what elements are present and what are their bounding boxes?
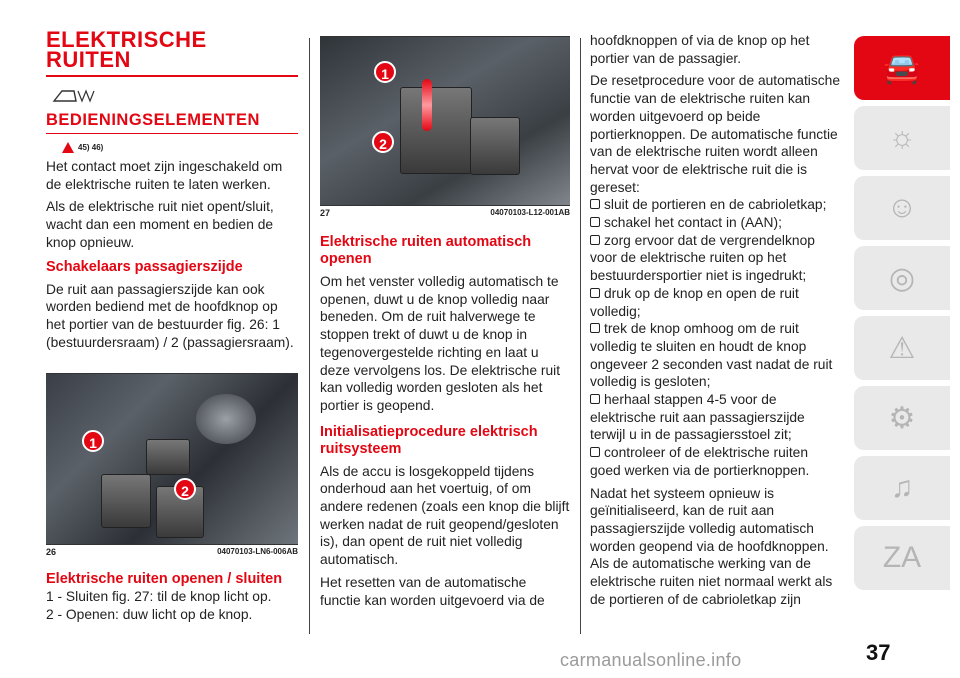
callout-1: 1 (374, 61, 396, 83)
checkbox-bullet-icon (590, 394, 600, 404)
steering-wheel-icon: ◎ (888, 261, 916, 295)
paragraph: Het resetten van de automatische functie kan worden uitgevoerd via de (320, 574, 545, 608)
column-divider (309, 38, 310, 634)
tab-index[interactable] (854, 526, 950, 590)
sub-heading: Schakelaars passagierszijde (46, 258, 243, 275)
checkbox-bullet-icon (590, 288, 600, 298)
list-item: sluit de portieren en de cabrioletkap; (590, 196, 842, 214)
paragraph: De resetprocedure voor de automatische functie van de elektrische ruiten kan worden uitgevoerd op beide portierknoppen. De automatische functie van de elektrische ruiten wordt alleen hervat voor de elektrische ruit die is gereset: (590, 73, 841, 195)
paragraph: Als de accu is losgekoppeld tijdens onderhoud aan het voertuig, of om andere redenen (zoals een knop die blijft werken nadat de ruit geopend/gesloten is), dan opent de ruit niet volledig automatisch. (320, 463, 570, 568)
index-letters-icon: ZA (882, 541, 922, 574)
warning-triangle-icon: ⚠ (888, 331, 916, 365)
callout-1: 1 (82, 430, 104, 452)
chapter-sidebar (854, 36, 950, 596)
title-line-2: RUITEN (46, 47, 131, 72)
tab-driving[interactable] (854, 246, 950, 310)
window-switch-large (400, 87, 472, 174)
heading-rule (46, 133, 298, 134)
figure-26-photo (46, 373, 298, 545)
car-info-icon: 🚘 (883, 51, 921, 85)
figure-number: 26 (46, 547, 57, 558)
figure-code: 04070103-L12-001AB (490, 208, 570, 217)
list-item: schakel het contact in (AAN); (590, 214, 842, 232)
column-3 (590, 0, 842, 609)
checkbox-bullet-icon (590, 217, 600, 227)
multimedia-icon: ♫ (890, 471, 914, 504)
paragraph: Het contact moet zijn ingeschakeld om de elektrische ruiten te laten werken. (46, 159, 283, 192)
list-item: druk op de knop en open de ruit volledig; (590, 285, 799, 319)
warning-triangle-icon (62, 142, 74, 153)
checkbox-bullet-icon (590, 199, 600, 209)
callout-2: 2 (372, 131, 394, 153)
list-item: controleer of de elektrische ruiten goed werken via de portierknoppen. (590, 445, 810, 478)
tab-emergency[interactable] (854, 316, 950, 380)
paragraph: hoofdknoppen of via de knop op het portier van de passagier. (590, 33, 810, 66)
safety-airbag-icon: ☺ (886, 191, 918, 224)
column-divider (580, 38, 581, 634)
sub-heading: Elektrische ruiten automatisch openen (320, 234, 532, 267)
figure-code: 04070103-LN6-006AB (217, 547, 298, 557)
figure-caption (320, 208, 570, 218)
checkbox-bullet-icon (590, 447, 600, 457)
dashboard-lights-icon: ☼ (888, 121, 916, 154)
tab-multimedia[interactable] (854, 456, 950, 520)
list-item: trek de knop omhoog om de ruit volledig te sluiten en houdt de knop ongeveer 2 seconden vast nadat de ruit volledig is gesloten; (590, 321, 833, 390)
callout-2: 2 (174, 478, 196, 500)
figure-27-photo (320, 36, 570, 206)
sub-heading: Initialisatieprocedure elektrisch ruitsysteem (320, 423, 538, 457)
mirror-control-knob (196, 394, 256, 444)
tab-maintenance[interactable] (854, 386, 950, 450)
warning-reference (62, 142, 298, 153)
column-2 (320, 0, 570, 609)
paragraph: Om het venster volledig automatisch te openen, duwt u de knop volledig naar beneden. Om de ruit halverwege te stoppen trekt of duwt u de knop in tegenovergestelde richting en laat u deze vervolgens los. De elektrische ruit kan volledig worden gesloten als het portier is geopend. (320, 274, 561, 413)
section-title (46, 27, 298, 72)
tab-safety[interactable] (854, 176, 950, 240)
steps-list (590, 196, 842, 479)
paragraph: Nadat het systeem opnieuw is geïnitialiseerd, kan de ruit aan passagierszijde volledig automatisch worden geopend via de hoofdknoppen. Als de automatische werking van de elektrische ruiten niet normaal werkt als de portieren of de cabrioletkap zijn (590, 485, 833, 607)
lock-switch (146, 439, 190, 475)
column-1 (46, 0, 298, 624)
list-item: 2 - Openen: duw licht op de knop. (46, 607, 253, 623)
figure-number: 27 (320, 208, 331, 218)
title-line-1: ELEKTRISCHE (46, 27, 207, 52)
sub-heading: Elektrische ruiten openen / sluiten (46, 571, 283, 588)
list-item: zorg ervoor dat de vergrendelknop voor de elektrische ruiten op het bestuurdersportier niet is ingedrukt; (590, 232, 815, 284)
checkbox-bullet-icon (590, 235, 600, 245)
window-switch-small (470, 117, 520, 175)
title-rule (46, 75, 298, 77)
page-number: 37 (866, 640, 891, 665)
list-item: herhaal stappen 4-5 voor de elektrische ruit aan passagierszijde terwijl u in de passagiersstoel zit; (590, 392, 805, 443)
warning-refs: 45) 46) (78, 143, 104, 152)
window-symbol-icon (52, 87, 298, 103)
driver-window-switch (101, 474, 151, 528)
paragraph: Als de elektrische ruit niet opent/sluit, wacht dan een moment en bedien de knop opnieuw. (46, 199, 274, 250)
maintenance-gears-icon: ⚙ (888, 401, 916, 435)
tab-dashboard[interactable] (854, 106, 950, 170)
subsection-heading: BEDIENINGSELEMENTEN (46, 111, 260, 129)
watermark: carmanualsonline.info (560, 650, 742, 670)
up-down-arrow-icon (422, 79, 432, 131)
list-item: 1 - Sluiten fig. 27: til de knop licht op. (46, 589, 272, 605)
paragraph: De ruit aan passagierszijde kan ook worden bediend met de hoofdknop op het portier van de bestuurder fig. 26: 1 (bestuurdersraam) / 2 (passagiersraam). (46, 281, 294, 350)
figure-caption (46, 547, 298, 557)
checkbox-bullet-icon (590, 323, 600, 333)
tab-car-info[interactable] (854, 36, 950, 100)
